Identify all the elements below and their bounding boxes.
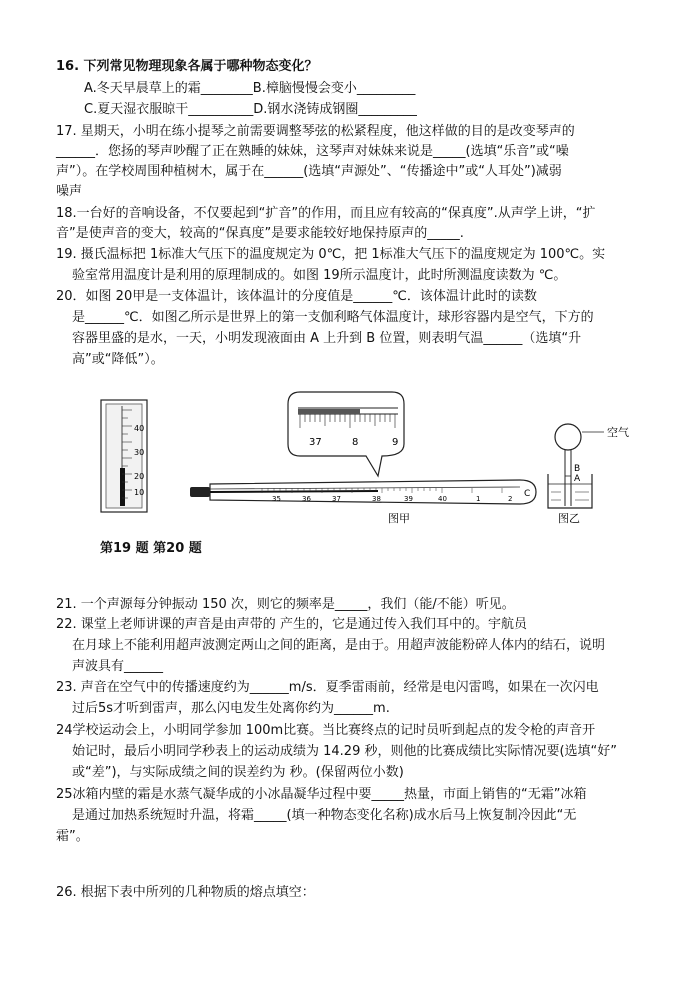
q16-stem: 16. 下列常见物理现象各属于哪种物态变化？	[56, 59, 318, 74]
thermometer-19	[101, 400, 147, 512]
label-air: 空气	[607, 426, 629, 439]
q22-line1: 22. 课堂上老师讲课的声音是由声带的 产生的，它是通过传入我们耳中的。宇航员	[56, 617, 527, 632]
q22-line2: 在月球上不能利用超声波测定两山之间的距离，是由于。用超声波能粉碎人体内的结石，说明	[72, 638, 606, 653]
q17-line4: 噪声	[56, 184, 83, 199]
q25-line2: 是通过加热系统短时升温，将霜_____(填一种物态变化名称)成水后马上恢复制冷因此“无	[72, 808, 577, 823]
body-tick-38: 38	[372, 495, 381, 503]
q20-line2: 是______℃．如图乙所示是世界上的第一支伽利略气体温度计，球形容器内是空气，下方的	[72, 310, 594, 325]
q16-row2: C.夏天湿衣服晾干__________D.钢水浇铸成钢圈_________	[84, 102, 417, 117]
zoom-tick-37: 37	[309, 437, 322, 448]
figure-label-yi: 图乙	[558, 512, 580, 525]
q18-line2: 音”是使声音的变大，较高的“保真度”是要求能较好地保持原声的_____.	[56, 226, 464, 241]
zoom-tick-9: 9	[392, 437, 399, 448]
q16-row1: A.冬天早晨草上的霜________B.樟脑慢慢会变小_________	[84, 81, 416, 96]
thermo19-tick-40: 40	[134, 424, 145, 433]
figure-label-jia: 图甲	[388, 512, 410, 525]
clinical-thermometer	[190, 392, 536, 525]
body-tick-40: 40	[438, 495, 447, 503]
q20-line1: 20．如图 20甲是一支体温计，该体温计的分度值是______℃．该体温计此时的读数	[56, 289, 537, 304]
q24-line3: 或“差”)，与实际成绩之间的误差约为 秒。(保留两位小数)	[72, 765, 404, 780]
q23-line1: 23. 声音在空气中的传播速度约为______m/s．夏季雷雨前，经常是电闪雷鸣，如果在一次闪电	[56, 680, 599, 695]
q18-line1: 18.一台好的音响设备，不仅要起到“扩音”的作用，而且应有较高的“保真度”.从声学上讲，“扩	[56, 206, 596, 221]
figures-area	[0, 380, 696, 560]
q19-line1: 19. 摄氏温标把 1标准大气压下的温度规定为 0℃，把 1标准大气压下的温度规定为 100℃。实	[56, 247, 606, 262]
body-tick-36: 36	[302, 495, 311, 503]
thermo19-tick-30: 30	[134, 448, 145, 457]
body-tick-35: 35	[272, 495, 281, 503]
q23-line2: 过后5s才听到雷声，那么闪电发生处离你约为______m.	[72, 701, 390, 716]
thermo19-tick-10: 10	[134, 488, 145, 497]
galileo-thermometer	[548, 424, 629, 525]
zoom-tick-8: 8	[352, 437, 359, 448]
body-tick-39: 39	[404, 495, 413, 503]
q26-line1: 26. 根据下表中所列的几种物质的熔点填空：	[56, 885, 315, 900]
svg-text:C: C	[524, 489, 531, 499]
body-tick-1: 1	[476, 495, 481, 503]
figure-caption: 第19 题 第20 题	[100, 541, 202, 556]
q17-line2: ______．您扬的琴声吵醒了正在熟睡的妹妹，这琴声对妹妹来说是_____(选填“乐音”或“噪	[56, 144, 569, 159]
q22-line3: 声波具有______	[72, 659, 164, 674]
q24-line2: 始记时，最后小明同学秒表上的运动成绩为 14.29 秒，则他的比赛成绩比实际情况要(选填“好”	[72, 744, 618, 759]
thermo19-tick-20: 20	[134, 472, 145, 481]
label-b: B	[574, 464, 581, 474]
q17-line3: 声”）。在学校周围种植树木，属于在______(选填“声源处”、“传播途中”或“人耳处”)减弱	[56, 164, 562, 179]
label-a: A	[574, 474, 581, 484]
body-tick-37: 37	[332, 495, 341, 503]
q17-line1: 17. 星期天，小明在练小提琴之前需要调整琴弦的松紧程度，他这样做的目的是改变琴声的	[56, 124, 575, 139]
q25-line3: 霜”。	[56, 829, 89, 844]
q19-line2: 验室常用温度计是利用的原理制成的。如图 19所示温度计，此时所测温度读数为 ℃。	[72, 268, 567, 283]
q20-line3: 容器里盛的是水，一天，小明发现液面由 A 上升到 B 位置，则表明气温______（选填“升	[72, 331, 582, 346]
body-tick-2: 2	[508, 495, 513, 503]
q20-line4: 高”或“降低”）。	[72, 352, 164, 367]
q24-line1: 24学校运动会上，小明同学参加 100m比赛。当比赛终点的记时员听到起点的发令枪的声音开	[56, 723, 596, 738]
q25-line1: 25冰箱内壁的霜是水蒸气凝华成的小冰晶凝华过程中要_____热量，市面上销售的“无霜”冰箱	[56, 787, 587, 802]
q21-line1: 21. 一个声源每分钟振动 150 次，则它的频率是_____，我们（能/不能）听见。	[56, 597, 515, 612]
